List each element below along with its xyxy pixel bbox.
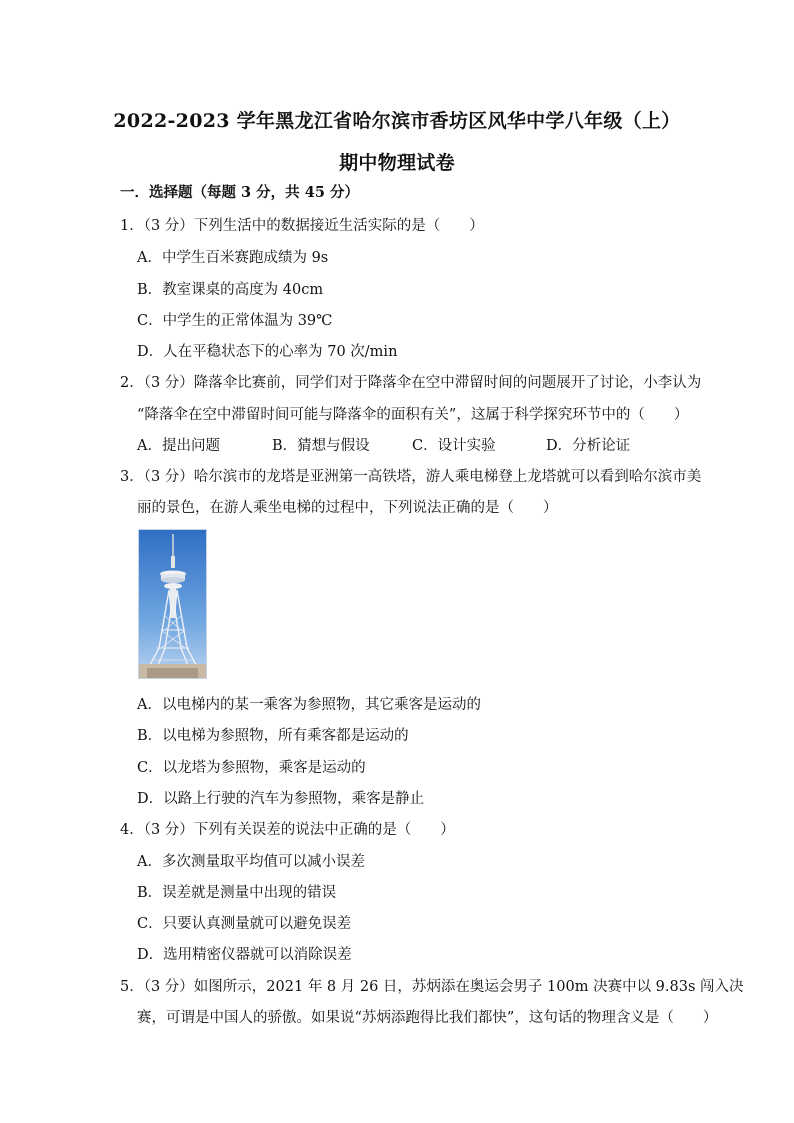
- question-1-option-b: B．教室课桌的高度为 40cm: [137, 282, 324, 298]
- exam-title-line1: 2022-2023 学年黑龙江省哈尔滨市香坊区风华中学八年级（上）: [113, 110, 681, 132]
- question-5-stem-cont: 赛，可谓是中国人的骄傲。如果说“苏炳添跑得比我们都快”，这句话的物理含义是（ ）: [137, 1010, 718, 1026]
- question-4-option-b: B．误差就是测量中出现的错误: [137, 885, 337, 901]
- question-3-option-c: C．以龙塔为参照物，乘客是运动的: [137, 760, 366, 776]
- dragon-tower-photo: [138, 529, 207, 679]
- question-1-stem: 1．（3 分）下列生活中的数据接近生活实际的是（ ）: [120, 218, 484, 234]
- question-2-option-a: A．提出问题: [137, 438, 220, 454]
- question-3-option-b: B．以电梯为参照物，所有乘客都是运动的: [137, 728, 409, 744]
- question-4-stem: 4．（3 分）下列有关误差的说法中正确的是（ ）: [120, 822, 455, 838]
- question-1-option-d: D．人在平稳状态下的心率为 70 次/min: [137, 344, 398, 360]
- question-2-option-d: D．分析论证: [546, 438, 631, 454]
- question-1-option-a: A．中学生百米赛跑成绩为 9s: [137, 250, 329, 266]
- question-5-stem: 5．（3 分）如图所示，2021 年 8 月 26 日，苏炳添在奥运会男子 100m 决赛中以 9.83s 闯入决: [120, 979, 744, 995]
- question-4-option-d: D．选用精密仪器就可以消除误差: [137, 947, 352, 963]
- question-2-options-row: [137, 436, 657, 456]
- question-2-option-b: B．猜想与假设: [272, 438, 370, 454]
- question-3-option-a: A．以电梯内的某一乘客为参照物，其它乘客是运动的: [137, 697, 481, 713]
- question-3-stem: 3．（3 分）哈尔滨市的龙塔是亚洲第一高铁塔，游人乘电梯登上龙塔就可以看到哈尔滨市美: [120, 469, 702, 485]
- question-2-stem-cont: “降落伞在空中滞留时间可能与降落伞的面积有关”，这属于科学探究环节中的（ ）: [137, 407, 689, 423]
- question-3-option-d: D．以路上行驶的汽车为参照物，乘客是静止: [137, 791, 425, 807]
- section-heading: 一．选择题（每题 3 分，共 45 分）: [120, 184, 359, 201]
- exam-title-line2: 期中物理试卷: [339, 152, 455, 174]
- question-1-option-c: C．中学生的正常体温为 39℃: [137, 313, 333, 329]
- question-2-stem: 2．（3 分）降落伞比赛前，同学们对于降落伞在空中滞留时间的问题展开了讨论，小李认为: [120, 375, 702, 391]
- question-2-option-c: C．设计实验: [412, 438, 496, 454]
- question-3-stem-cont: 丽的景色，在游人乘坐电梯的过程中，下列说法正确的是（ ）: [137, 500, 558, 516]
- question-4-option-c: C．只要认真测量就可以避免误差: [137, 916, 352, 932]
- question-4-option-a: A．多次测量取平均值可以减小误差: [137, 854, 365, 870]
